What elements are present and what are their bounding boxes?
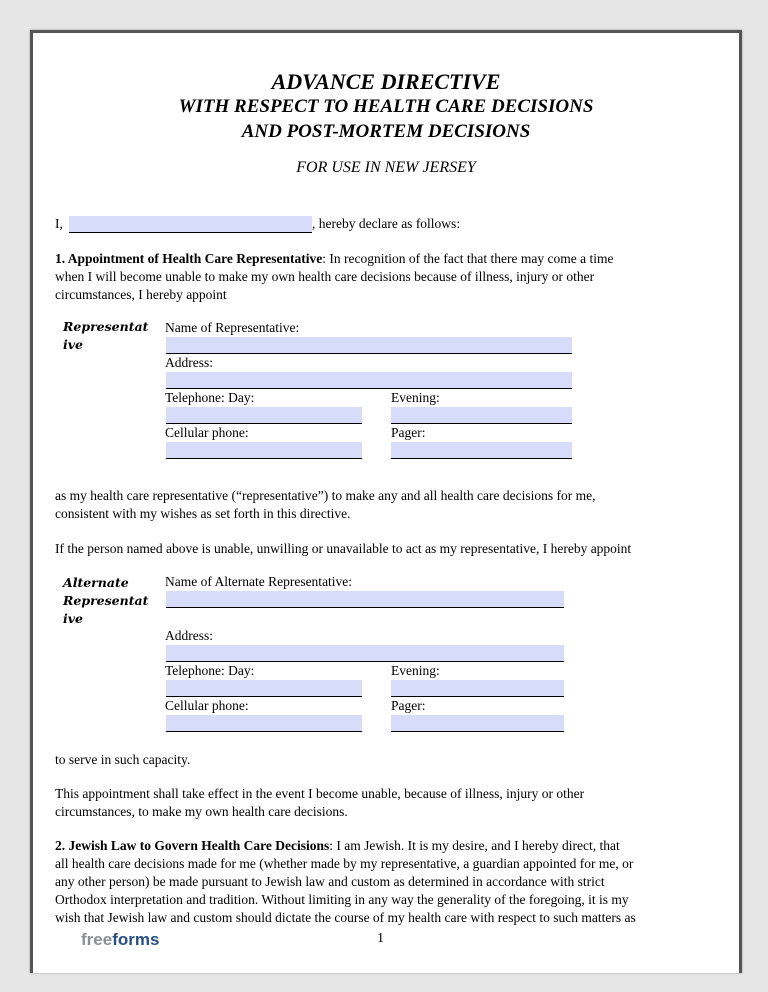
section1-heading: 1. Appointment of Health Care Representative xyxy=(55,251,323,266)
alt-intro: If the person named above is unable, unwilling or unavailable to act as my representative, I hereby appoint xyxy=(55,541,632,556)
representative-side-label: Representat ive xyxy=(63,319,149,352)
section2-heading: 2. Jewish Law to Govern Health Care Decisions xyxy=(55,838,330,853)
alt-tel-day-label: Telephone: Day: xyxy=(165,663,255,678)
section1-after xyxy=(55,487,715,523)
section1-intro-line2: when I will become unable to make my own health care decisions because of illness, injury or other xyxy=(55,269,595,284)
rep-address-label: Address: xyxy=(165,355,213,370)
alt-address-label: Address: xyxy=(165,628,213,643)
alt-name-field[interactable] xyxy=(166,591,564,608)
alt-cell-field[interactable] xyxy=(166,715,362,732)
document-title: ADVANCE DIRECTIVE xyxy=(271,69,501,94)
rep-cell-label: Cellular phone: xyxy=(165,425,249,440)
section1-after-line1: as my health care representative (“representative”) to make any and all health care decisions for me, xyxy=(55,488,596,503)
rep-pager-field[interactable] xyxy=(391,442,572,459)
rep-tel-day-field[interactable] xyxy=(166,407,362,424)
rep-address-field[interactable] xyxy=(166,372,572,389)
logo-forms-text: forms xyxy=(112,930,160,949)
alt-evening-field[interactable] xyxy=(391,680,564,697)
effect-line1: This appointment shall take effect in the event I become unable, because of illness, injury or other xyxy=(55,786,585,801)
serve-line: to serve in such capacity. xyxy=(55,752,191,767)
declaration-suffix: , hereby declare as follows: xyxy=(312,216,461,231)
section2-line1-rest: : I am Jewish. It is my desire, and I hereby direct, that xyxy=(329,838,620,853)
document-subtitle-1: WITH RESPECT TO HEALTH CARE DECISIONS xyxy=(178,96,594,117)
section2-line5: wish that Jewish law and custom should dictate the course of my health care with respect to such matters as xyxy=(55,910,636,925)
page-number: 1 xyxy=(377,931,384,946)
logo-free-text: free xyxy=(81,930,113,949)
section1-intro xyxy=(55,250,715,304)
rep-evening-field[interactable] xyxy=(391,407,572,424)
section2-line4: Orthodox interpretation and tradition. Without limiting in any way the generality of the foregoing, it is my xyxy=(55,892,629,907)
rep-name-label: Name of Representative: xyxy=(165,320,300,335)
alt-address-field[interactable] xyxy=(166,645,564,662)
section2-line3: any other person) be made pursuant to Jewish law and custom as determined in accordance with strict xyxy=(55,874,605,889)
document-subtitle-2: AND POST-MORTEM DECISIONS xyxy=(241,121,531,142)
section2-line2: all health care decisions made for me (whether made by my representative, a guardian appointed for me, or xyxy=(55,856,634,871)
rep-tel-day-label: Telephone: Day: xyxy=(165,390,255,405)
section1-intro-line3: circumstances, I hereby appoint xyxy=(55,287,227,302)
freeforms-logo xyxy=(81,930,159,950)
section1-intro-rest: : In recognition of the fact that there may come a time xyxy=(322,251,614,266)
declaration-prefix: I, xyxy=(55,216,63,231)
rep-cell-field[interactable] xyxy=(166,442,362,459)
effect-line2: circumstances, to make my own health care decisions. xyxy=(55,804,348,819)
declarant-name-field[interactable] xyxy=(69,216,312,233)
alternate-side-label: Alternate Representat ive xyxy=(63,575,149,626)
alt-evening-label: Evening: xyxy=(391,663,440,678)
alt-pager-label: Pager: xyxy=(391,698,426,713)
rep-name-field[interactable] xyxy=(166,337,572,354)
document-page xyxy=(30,30,742,973)
alt-tel-day-field[interactable] xyxy=(166,680,362,697)
alt-pager-field[interactable] xyxy=(391,715,564,732)
state-line: FOR USE IN NEW JERSEY xyxy=(296,159,476,176)
effect-paragraph xyxy=(55,785,715,821)
section1-after-line2: consistent with my wishes as set forth in this directive. xyxy=(55,506,351,521)
alt-cell-label: Cellular phone: xyxy=(165,698,249,713)
alt-name-label: Name of Alternate Representative: xyxy=(165,574,353,589)
section2-paragraph xyxy=(55,837,715,927)
rep-pager-label: Pager: xyxy=(391,425,426,440)
rep-evening-label: Evening: xyxy=(391,390,440,405)
